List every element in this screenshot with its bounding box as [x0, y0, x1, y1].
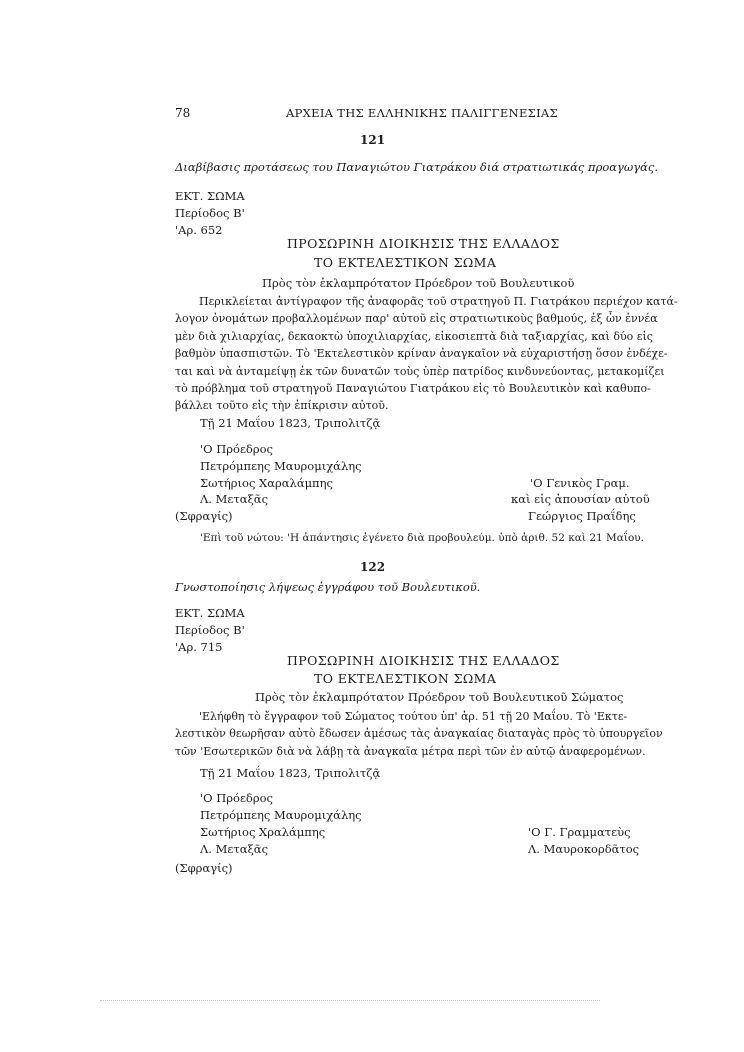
page-number: 78 — [175, 106, 191, 120]
seal-label: (Σφραγίς) — [175, 509, 233, 523]
addressee: Πρὸς τὸν ἐκλαμπρότατον Πρόεδρον τοῦ Βουλευτικοῦ — [262, 276, 575, 290]
body-line: Περικλείεται ἀντίγραφον τῆς ἀναφορᾶς τοῦ στρατηγοῦ Π. Γιατράκου περιέχον κατά- — [199, 295, 678, 308]
signature-left: 'Ο Πρόεδρος — [200, 442, 273, 456]
addressee: Πρὸς τὸν ἐκλαμπρότατον Πρόεδρον τοῦ Βουλευτικοῦ Σώματος — [255, 690, 624, 704]
document-summary-122: Γνωστοποίησις λήψεως ἐγγράφου τοῦ Βουλευτικοῦ. — [175, 580, 481, 594]
document-number-122: 122 — [360, 560, 386, 574]
signature-left: Σωτήριος Χραλάμπης — [200, 825, 326, 839]
signature-left: Λ. Μεταξᾶς — [200, 842, 269, 856]
body-line: τὸ πρόβλημα τοῦ στρατηγοῦ Παναγιώτου Γιατράκου εἰς τὸ Βουλευτικὸν καὶ καθυπο- — [175, 382, 651, 396]
signature-right: καὶ εἰς ἀπουσίαν αὐτοῦ — [511, 492, 650, 506]
verso-note: 'Επὶ τοῦ νώτου: 'Η ἀπάντησις ἐγένετο διὰ προβουλεύμ. ὑπὸ ἀριθ. 52 καὶ 21 Μαΐου. — [200, 532, 645, 544]
seal-label: (Σφραγίς) — [175, 861, 233, 875]
signature-right: Λ. Μαυροκορδᾶτος — [528, 842, 640, 856]
body-line: μὲν διὰ χιλιαρχίας, δεκαοκτὼ ὑποχιλιαρχίας, εἰκοσιεπτὰ διὰ ταξιαρχίας, καὶ δύο εἰς — [175, 329, 653, 343]
body-line: βαθμὸν ὑπασπιστῶν. Τὸ 'Εκτελεστικὸν κρίναν ἀναγκαῖον νὰ εὐχαριστήσῃ ὅσον ἐνδέχε- — [175, 347, 668, 361]
body-line: τῶν 'Εσωτερικῶν διὰ νὰ λάβῃ τὰ ἀναγκαῖα μέτρα περὶ τῶν ἐν αὐτῷ ἀναφερομένων. — [175, 744, 646, 758]
body-line: ται καὶ νὰ ἀνταμείψῃ ἐκ τῶν δυνατῶν τοὺς ὑπὲρ πατρίδος κινδυνεύοντας, μετακομίζει — [175, 364, 665, 378]
signature-left: Λ. Μεταξᾶς — [200, 492, 269, 506]
signature-left: Πετρόμπεης Μαυρομιχάλης — [200, 459, 362, 473]
government-title: ΠΡΟΣΩΡΙΝΗ ΔΙΟΙΚΗΣΙΣ ΤΗΣ ΕΛΛΑΔΟΣ — [287, 653, 560, 668]
signature-right: 'Ο Γ. Γραμματεὺς — [528, 825, 631, 839]
body-line: λεστικὸν θεωρῆσαν αὐτὸ ἔδωσεν ἀμέσως τὰς ἀναγκαίας διαταγὰς πρὸς τὸ ὑπουργεῖον — [175, 727, 663, 741]
running-title: ΑΡΧΕΙΑ ΤΗΣ ΕΛΛΗΝΙΚΗΣ ΠΑΛΙΓΓΕΝΕΣΙΑΣ — [286, 106, 558, 120]
signature-left: 'Ο Πρόεδρος — [200, 791, 273, 805]
signature-right: Γεώργιος Πραΐδης — [528, 509, 636, 523]
document-body-121 — [175, 293, 678, 415]
body-line: 'Ελήφθη τὸ ἔγγραφον τοῦ Σώματος τούτου ὑπ' ἀρ. 51 τῇ 20 Μαΐου. Τὸ 'Εκτε- — [199, 710, 628, 723]
executive-title: ΤΟ ΕΚΤΕΛΕΣΤΙΚΟΝ ΣΩΜΑ — [314, 671, 497, 686]
signature-left: Σωτήριος Χαραλάμπης — [200, 476, 333, 490]
document-body-122 — [175, 708, 663, 760]
ref-line-body: ΕΚΤ. ΣΩΜΑ — [175, 606, 245, 620]
body-line: λογον ὀνομάτων προβαλλομένων παρ' αὐτοῦ εἰς στρατιωτικοὺς βαθμούς, ἐξ ὧν ἐννέα — [175, 312, 658, 326]
government-title: ΠΡΟΣΩΡΙΝΗ ΔΙΟΙΚΗΣΙΣ ΤΗΣ ΕΛΛΑΔΟΣ — [287, 236, 560, 251]
ref-line-period: Περίοδος Β' — [175, 623, 245, 637]
date-place: Τῇ 21 Μαΐου 1823, Τριπολιτζᾷ — [200, 416, 381, 430]
signature-left: Πετρόμπεης Μαυρομιχάλης — [200, 808, 362, 822]
ref-line-period: Περίοδος Β' — [175, 206, 245, 220]
ref-line-number: 'Αρ. 652 — [175, 223, 223, 237]
document-summary-121: Διαβίβασις προτάσεως του Παναγιώτου Γιατράκου διά στρατιωτικάς προαγωγάς. — [175, 160, 659, 174]
date-place: Τῇ 21 Μαΐου 1823, Τριπολιτζᾷ — [200, 766, 381, 780]
scan-artifact-line — [100, 1000, 600, 1001]
body-line: βάλλει τοῦτο εἰς τὴν ἐπίκρισιν αὐτοῦ. — [175, 399, 389, 413]
ref-line-number: 'Αρ. 715 — [175, 640, 223, 654]
signature-right: 'Ο Γενικὸς Γραμ. — [530, 476, 630, 490]
ref-line-body: ΕΚΤ. ΣΩΜΑ — [175, 189, 245, 203]
document-number-121: 121 — [360, 133, 386, 147]
executive-title: ΤΟ ΕΚΤΕΛΕΣΤΙΚΟΝ ΣΩΜΑ — [314, 255, 497, 270]
